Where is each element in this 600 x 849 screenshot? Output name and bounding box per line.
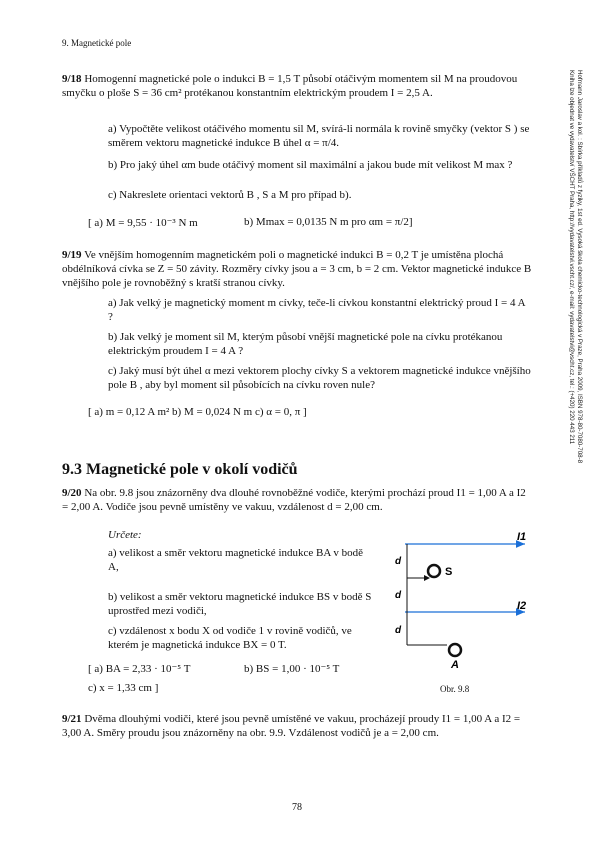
side-note-line-2: Kniha lze objednat ve vydavatelství VŠCHT Praha, http://vydavatelstvi.vscht.cz/, e-mail: vydavatelstvi@vscht.cz, tel.: (+420) 220 443 211 bbox=[568, 70, 575, 445]
problem-intro: Ve vnějším homogenním magnetickém poli o magnetické indukci B = 0,2 T je umístěna plochá obdélníková cívka se Z = 50 závity. Rozměry cívky jsou a = 3 cm, b = 2 cm. Vektor magnetické indukce B vnějšího pole je rovnoběžný s kratší stranou cívky. bbox=[62, 249, 532, 290]
label-i1: I1 bbox=[517, 531, 527, 543]
problem-9-20-answer-c: c) x = 1,33 cm ] bbox=[88, 682, 159, 694]
problem-9-20-urcete: Určete: bbox=[108, 529, 142, 541]
label-d-3: d bbox=[395, 625, 402, 636]
problem-9-20 bbox=[62, 486, 532, 514]
label-i2: I2 bbox=[517, 600, 527, 612]
problem-9-19-part-c: c) Jaký musí být úhel α mezi vektorem plochy cívky S a vektorem magnetické indukce vnějšího pole B , aby byl moment sil působících na cívku roven nule? bbox=[108, 365, 531, 392]
side-publisher-note bbox=[553, 70, 583, 570]
problem-number: 9/21 bbox=[62, 713, 82, 725]
point-a bbox=[449, 644, 461, 656]
problem-intro: Homogenní magnetické pole o indukci B = 1,5 T působí otáčivým momentem sil M na proudovou smyčku o ploše S = 36 cm² protékanou konstantním elektrickým proudem I = 2,5 A. bbox=[62, 73, 518, 100]
problem-9-18-answer-a: [ a) M = 9,55 · 10⁻³ N m bbox=[88, 217, 198, 229]
problem-intro: Na obr. 9.8 jsou znázorněny dva dlouhé rovnoběžné vodiče, kterými prochází proud I1 = 1,00 A a I2 = 2,00 A. Vodiče jsou pevně umístěny ve vakuu, vzdálenost d = 2,00 cm. bbox=[62, 487, 526, 514]
problem-9-19-answer: [ a) m = 0,12 A m² b) M = 0,024 N m c) α = 0, π ] bbox=[88, 406, 307, 418]
problem-9-20-part-a: a) velikost a směr vektoru magnetické indukce BA v bodě A, bbox=[108, 547, 364, 574]
problem-9-19 bbox=[62, 248, 532, 291]
chapter-header: 9. Magnetické pole bbox=[62, 38, 132, 48]
problem-9-21 bbox=[62, 712, 532, 740]
problem-9-19-part-a: a) Jak velký je magnetický moment m cívky, teče-li cívkou konstantní elektrický proud I = 4 A ? bbox=[108, 297, 525, 324]
problem-9-20-answer-a: [ a) BA = 2,33 · 10⁻⁵ T bbox=[88, 663, 191, 675]
problem-9-20-part-c: c) vzdálenost x bodu X od vodiče 1 v rovině vodičů, ve kterém je magnetická indukce BX = 0 T. bbox=[108, 625, 352, 652]
figure-caption: Obr. 9.8 bbox=[440, 684, 470, 694]
problem-9-20-part-b: b) velikost a směr vektoru magnetické indukce BS v bodě S uprostřed mezi vodiči, bbox=[108, 591, 372, 618]
point-s bbox=[428, 565, 440, 577]
problem-9-19-part-b: b) Jak velký je moment sil M, kterým působí vnější magnetické pole na cívku protékanou elektrickým proudem I = 4 A ? bbox=[108, 331, 503, 358]
problem-9-20-answer-b: b) BS = 1,00 · 10⁻⁵ T bbox=[244, 663, 340, 675]
label-d-1: d bbox=[395, 556, 402, 567]
figure-9-8 bbox=[385, 530, 535, 675]
problem-9-18 bbox=[62, 72, 532, 100]
problem-9-18-answer-b: b) Mmax = 0,0135 N m pro αm = π/2] bbox=[244, 216, 413, 228]
problem-intro: Dvěma dlouhými vodiči, které jsou pevně umístěné ve vakuu, procházejí proudy I1 = 1,00 A a I2 = 3,00 A. Směry proudu jsou znázorněny na obr. 9.9. Vzdálenost vodičů je a = 2,00 cm. bbox=[62, 713, 521, 740]
label-s: S bbox=[445, 566, 453, 578]
page-number: 78 bbox=[292, 802, 302, 813]
problem-9-18-part-c: c) Nakreslete orientaci vektorů B , S a M pro případ b). bbox=[108, 189, 352, 201]
label-a: A bbox=[451, 659, 459, 671]
problem-9-18-part-a: a) Vypočtěte velikost otáčivého momentu sil M, svírá-li normála k rovině smyčky (vektor S ) se směrem vektoru magnetické indukce B úhel α = π/4. bbox=[108, 123, 530, 150]
problem-number: 9/18 bbox=[62, 73, 82, 85]
section-title: 9.3 Magnetické pole v okolí vodičů bbox=[62, 461, 298, 478]
label-d-2: d bbox=[395, 590, 402, 601]
problem-number: 9/19 bbox=[62, 249, 82, 261]
problem-9-18-part-b: b) Pro jaký úhel αm bude otáčivý moment sil maximální a jakou bude mít velikost M max ? bbox=[108, 159, 513, 171]
problem-number: 9/20 bbox=[62, 487, 82, 499]
side-note-line-1: Hofmann Jaroslav a kol. : Sbírka příkladů z fyziky, 1st ed. Vysoká škola chemicko-technologická v Praze, Praha 2009, ISBN 978-80-7080-708-8 bbox=[576, 70, 583, 464]
